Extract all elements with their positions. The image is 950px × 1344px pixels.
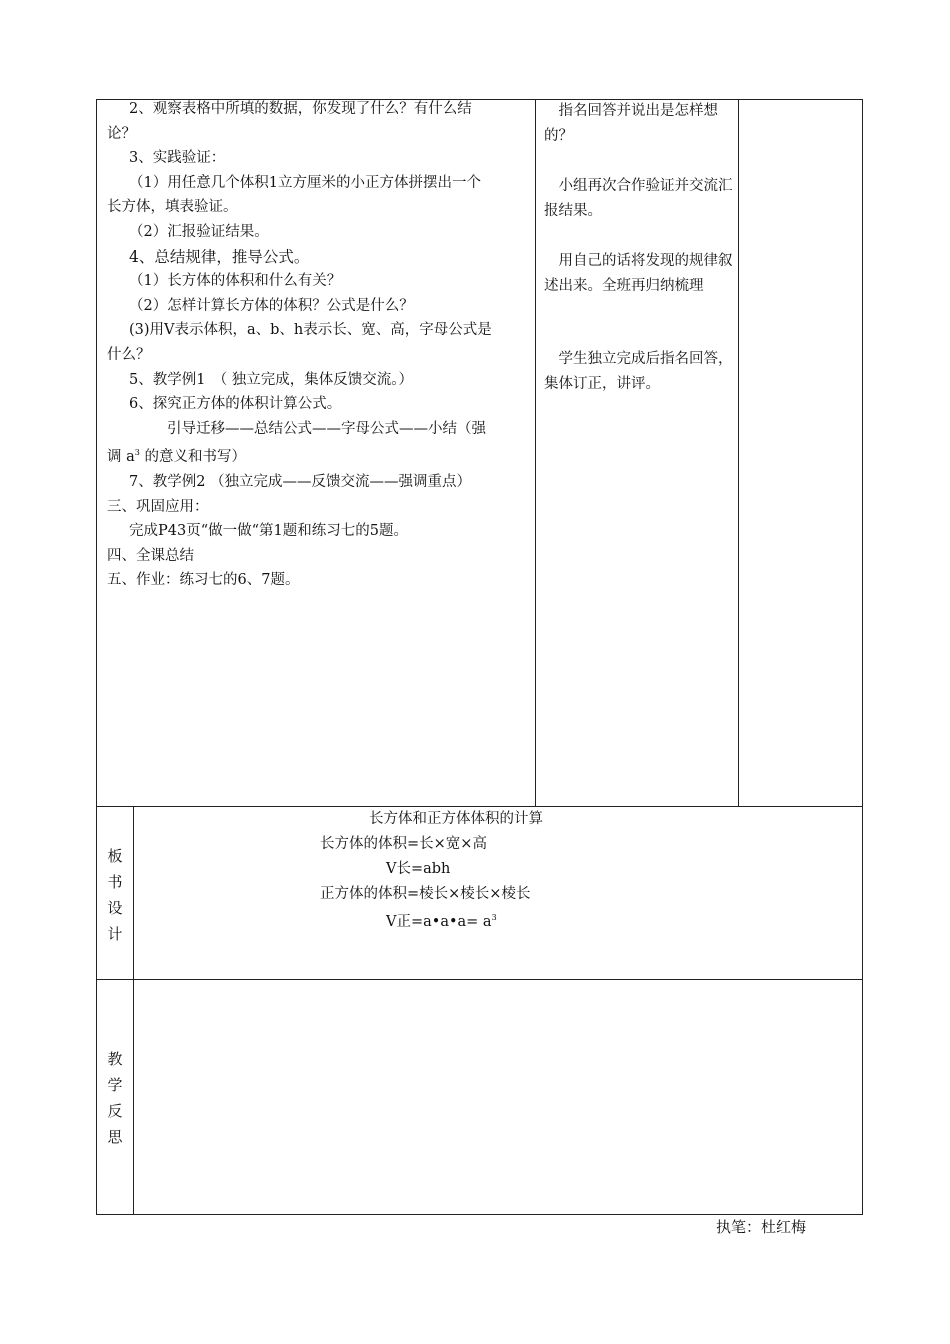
process-line-text: 6、探究正方体的体积计算公式。 <box>129 396 342 413</box>
formula-text: V正=a•a•a= a <box>386 914 492 930</box>
process-line <box>107 245 532 270</box>
table-left-border <box>96 99 97 1215</box>
label-char: 反 <box>107 1102 123 1120</box>
process-line-text: 五、作业：练习七的6、7题。 <box>107 572 300 589</box>
process-line-text: （2）汇报验证结果。 <box>129 223 269 240</box>
process-line <box>107 269 532 294</box>
board-design-label <box>105 843 125 947</box>
teaching-process-cell <box>107 97 532 593</box>
column-divider-2 <box>738 99 739 806</box>
process-line-text: 调 a <box>107 449 135 466</box>
process-line-text: 的意义和书写） <box>139 449 246 466</box>
student-activity: 指名回答并说出是怎样想的？ <box>544 103 718 144</box>
process-line-text: 论？ <box>107 125 136 142</box>
label-char: 思 <box>107 1128 123 1146</box>
process-line <box>107 392 532 417</box>
author-signature: 执笔：杜红梅 <box>716 1218 807 1236</box>
process-line-text: 3、实践验证： <box>129 150 226 167</box>
label-column-divider <box>133 806 134 1215</box>
board-formula-cube-letters <box>386 906 497 935</box>
label-char: 学 <box>107 1076 123 1094</box>
table-right-border <box>862 99 863 1215</box>
process-line <box>107 417 532 442</box>
board-formula-cuboid-letters: V长=abh <box>386 861 451 877</box>
process-line <box>107 495 532 520</box>
process-line <box>107 294 532 319</box>
board-formula-cuboid: 长方体的体积=长×宽×高 <box>320 836 487 852</box>
process-line-text: 什么？ <box>107 346 151 363</box>
process-line <box>107 318 532 343</box>
board-title: 长方体和正方体体积的计算 <box>369 811 543 827</box>
process-line-text: (3)用V表示体积，a、b、h表示长、宽、高，字母公式是 <box>129 322 492 339</box>
board-formula-cube: 正方体的体积=棱长×棱长×棱长 <box>320 886 531 902</box>
process-line <box>107 368 532 393</box>
process-line-text: （2）怎样计算长方体的体积？公式是什么？ <box>129 297 414 314</box>
process-line <box>107 195 532 220</box>
formula-exponent: 3 <box>491 913 497 922</box>
process-line <box>107 97 532 122</box>
process-line-text: 2、观察表格中所填的数据，你发现了什么？有什么结 <box>129 101 472 117</box>
process-line <box>107 441 532 470</box>
process-line <box>107 519 532 544</box>
process-line-text: 5、教学例1 （ 独立完成，集体反馈交流。） <box>129 371 414 388</box>
process-line-text: （1）用任意几个体积1立方厘米的小正方体拼摆出一个 <box>129 174 481 191</box>
student-activity: 小组再次合作验证并交流汇报结果。 <box>544 178 733 219</box>
label-char: 设 <box>107 899 123 917</box>
exponent: 3 <box>134 448 140 458</box>
process-line-text: 4、总结规律，推导公式。 <box>129 247 310 266</box>
label-char: 教 <box>107 1050 123 1068</box>
process-line-text: 引导迁移——总结公式——字母公式——小结（强 <box>167 420 486 437</box>
student-activities-cell <box>544 99 736 422</box>
process-line <box>107 343 532 368</box>
process-line-text: 长方体，填表验证。 <box>107 199 238 216</box>
label-char: 板 <box>107 847 123 865</box>
process-line-text: 完成P43页“做一做“第1题和练习七的5题。 <box>129 523 408 540</box>
column-divider-1 <box>535 99 536 806</box>
student-activity: 学生独立完成后指名回答，集体订正，讲评。 <box>544 351 733 392</box>
process-line <box>107 544 532 569</box>
process-line <box>107 122 532 147</box>
label-char: 书 <box>107 873 123 891</box>
table-bottom-border <box>96 1214 863 1215</box>
label-char: 计 <box>107 925 123 943</box>
process-line <box>107 470 532 495</box>
process-line-text: （1）长方体的体积和什么有关？ <box>129 273 342 290</box>
process-line <box>107 568 532 593</box>
student-activity: 用自己的话将发现的规律叙述出来。全班再归纳梳理 <box>544 253 733 294</box>
process-line <box>107 171 532 196</box>
process-line-text: 三、巩固应用： <box>107 498 209 515</box>
row-divider-reflection <box>96 979 863 980</box>
teaching-reflection-label <box>105 1046 125 1150</box>
process-line-text: 7、教学例2 （独立完成——反馈交流——强调重点） <box>129 473 472 490</box>
process-line <box>107 220 532 245</box>
process-line-text: 四、全课总结 <box>107 547 194 564</box>
process-line <box>107 146 532 171</box>
